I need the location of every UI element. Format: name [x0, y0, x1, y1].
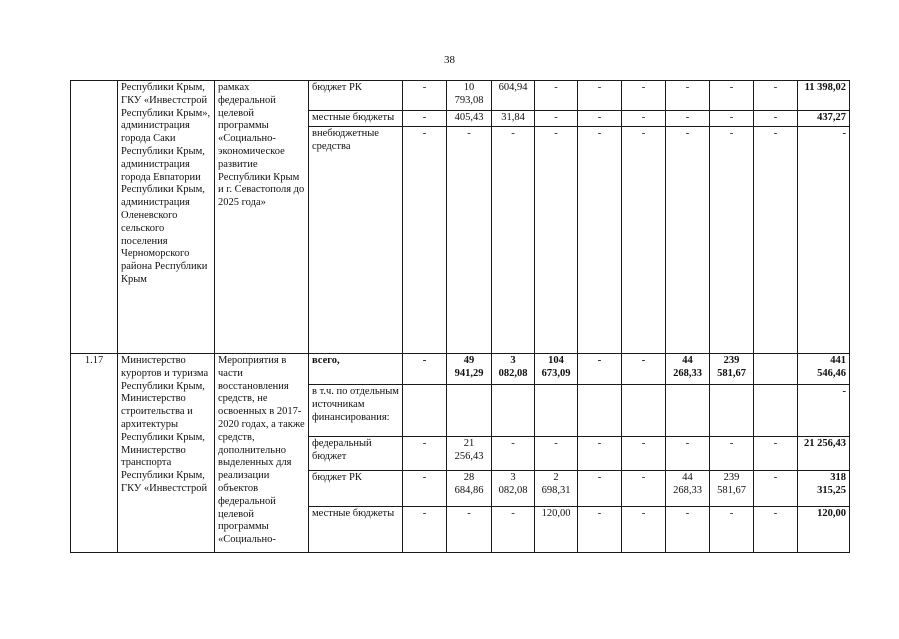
value-cell [403, 385, 447, 437]
description-cell: рамках федеральной целевой программы «Социально-экономическое развитие Республики Крым и г. Севастополя до 2025 года» [215, 81, 309, 354]
value-cell: - [710, 81, 754, 111]
value-cell: - [492, 127, 535, 354]
total-cell: - [798, 385, 850, 437]
funding-source-cell: местные бюджеты [309, 507, 403, 553]
value-cell: - [666, 127, 710, 354]
funding-source-cell: бюджет РК [309, 81, 403, 111]
funding-source-cell: в т.ч. по отдельным источникам финансирования: [309, 385, 403, 437]
funding-source-cell: местные бюджеты [309, 111, 403, 127]
description-cell: Мероприятия в части восстановления средств, не освоенных в 2017-2020 годах, а также средств, дополнительно выделенных для реализации объектов федеральной целевой программы «Социально- [215, 354, 309, 553]
page-number: 38 [444, 54, 455, 66]
value-cell: - [578, 127, 622, 354]
value-cell: 2 698,31 [535, 471, 578, 507]
value-cell: - [535, 437, 578, 471]
value-cell [710, 385, 754, 437]
funding-source-cell: федеральный бюджет [309, 437, 403, 471]
value-cell: - [666, 81, 710, 111]
value-cell: 405,43 [447, 111, 492, 127]
value-cell: - [578, 111, 622, 127]
total-cell: 441 546,46 [798, 354, 850, 385]
row-number-cell: 1.17 [71, 354, 118, 553]
value-cell: - [578, 354, 622, 385]
funding-source-cell: всего, [309, 354, 403, 385]
value-cell: - [492, 507, 535, 553]
value-cell: 3 082,08 [492, 354, 535, 385]
value-cell: - [754, 111, 798, 127]
total-cell: 120,00 [798, 507, 850, 553]
value-cell [754, 354, 798, 385]
value-cell: 120,00 [535, 507, 578, 553]
value-cell: - [622, 507, 666, 553]
value-cell: - [622, 437, 666, 471]
value-cell: - [666, 507, 710, 553]
value-cell: - [710, 507, 754, 553]
value-cell: - [578, 507, 622, 553]
value-cell: - [666, 437, 710, 471]
value-cell: - [403, 507, 447, 553]
value-cell: - [578, 437, 622, 471]
total-cell: 437,27 [798, 111, 850, 127]
total-cell: 21 256,43 [798, 437, 850, 471]
value-cell: - [666, 111, 710, 127]
value-cell: 239 581,67 [710, 471, 754, 507]
value-cell: - [622, 111, 666, 127]
value-cell [447, 385, 492, 437]
row-number-cell [71, 81, 118, 354]
value-cell: 44 268,33 [666, 354, 710, 385]
value-cell: 3 082,08 [492, 471, 535, 507]
value-cell: - [447, 507, 492, 553]
value-cell [578, 385, 622, 437]
executor-cell: Республики Крым, ГКУ «Инвестстрой Республики Крым», администрация города Саки Республики Крым, администрация города Евпатории Республики Крым, администрация Оленевского сельского поселения Черноморского района Республики Крым [118, 81, 215, 354]
value-cell: 31,84 [492, 111, 535, 127]
value-cell: - [622, 471, 666, 507]
value-cell: 104 673,09 [535, 354, 578, 385]
value-cell: - [403, 437, 447, 471]
value-cell: - [754, 437, 798, 471]
value-cell: - [403, 471, 447, 507]
value-cell: - [710, 437, 754, 471]
value-cell: 49 941,29 [447, 354, 492, 385]
total-cell: 11 398,02 [798, 81, 850, 111]
value-cell [666, 385, 710, 437]
value-cell: - [578, 81, 622, 111]
value-cell: - [535, 81, 578, 111]
value-cell: - [578, 471, 622, 507]
value-cell [535, 385, 578, 437]
value-cell: 44 268,33 [666, 471, 710, 507]
value-cell: 28 684,86 [447, 471, 492, 507]
value-cell: 10 793,08 [447, 81, 492, 111]
executor-cell: Министерство курортов и туризма Республики Крым, Министерство строительства и архитектуры Республики Крым, Министерство транспорта Республики Крым, ГКУ «Инвестстрой [118, 354, 215, 553]
value-cell: - [710, 127, 754, 354]
budget-table [70, 80, 850, 553]
value-cell: - [622, 354, 666, 385]
value-cell: - [447, 127, 492, 354]
total-cell: 318 315,25 [798, 471, 850, 507]
value-cell: 21 256,43 [447, 437, 492, 471]
value-cell: - [754, 127, 798, 354]
table-row [71, 81, 850, 111]
value-cell: - [535, 127, 578, 354]
value-cell [492, 385, 535, 437]
value-cell: - [403, 354, 447, 385]
value-cell: - [403, 81, 447, 111]
value-cell: - [403, 127, 447, 354]
total-cell: - [798, 127, 850, 354]
value-cell: - [754, 471, 798, 507]
funding-source-cell: бюджет РК [309, 471, 403, 507]
funding-source-cell: внебюджетные средства [309, 127, 403, 354]
value-cell: 239 581,67 [710, 354, 754, 385]
value-cell: - [754, 81, 798, 111]
value-cell: - [492, 437, 535, 471]
value-cell [754, 385, 798, 437]
value-cell: - [622, 81, 666, 111]
value-cell [622, 385, 666, 437]
value-cell: - [710, 111, 754, 127]
value-cell: - [754, 507, 798, 553]
table-row [71, 354, 850, 385]
value-cell: - [622, 127, 666, 354]
value-cell: - [535, 111, 578, 127]
value-cell: - [403, 111, 447, 127]
value-cell: 604,94 [492, 81, 535, 111]
